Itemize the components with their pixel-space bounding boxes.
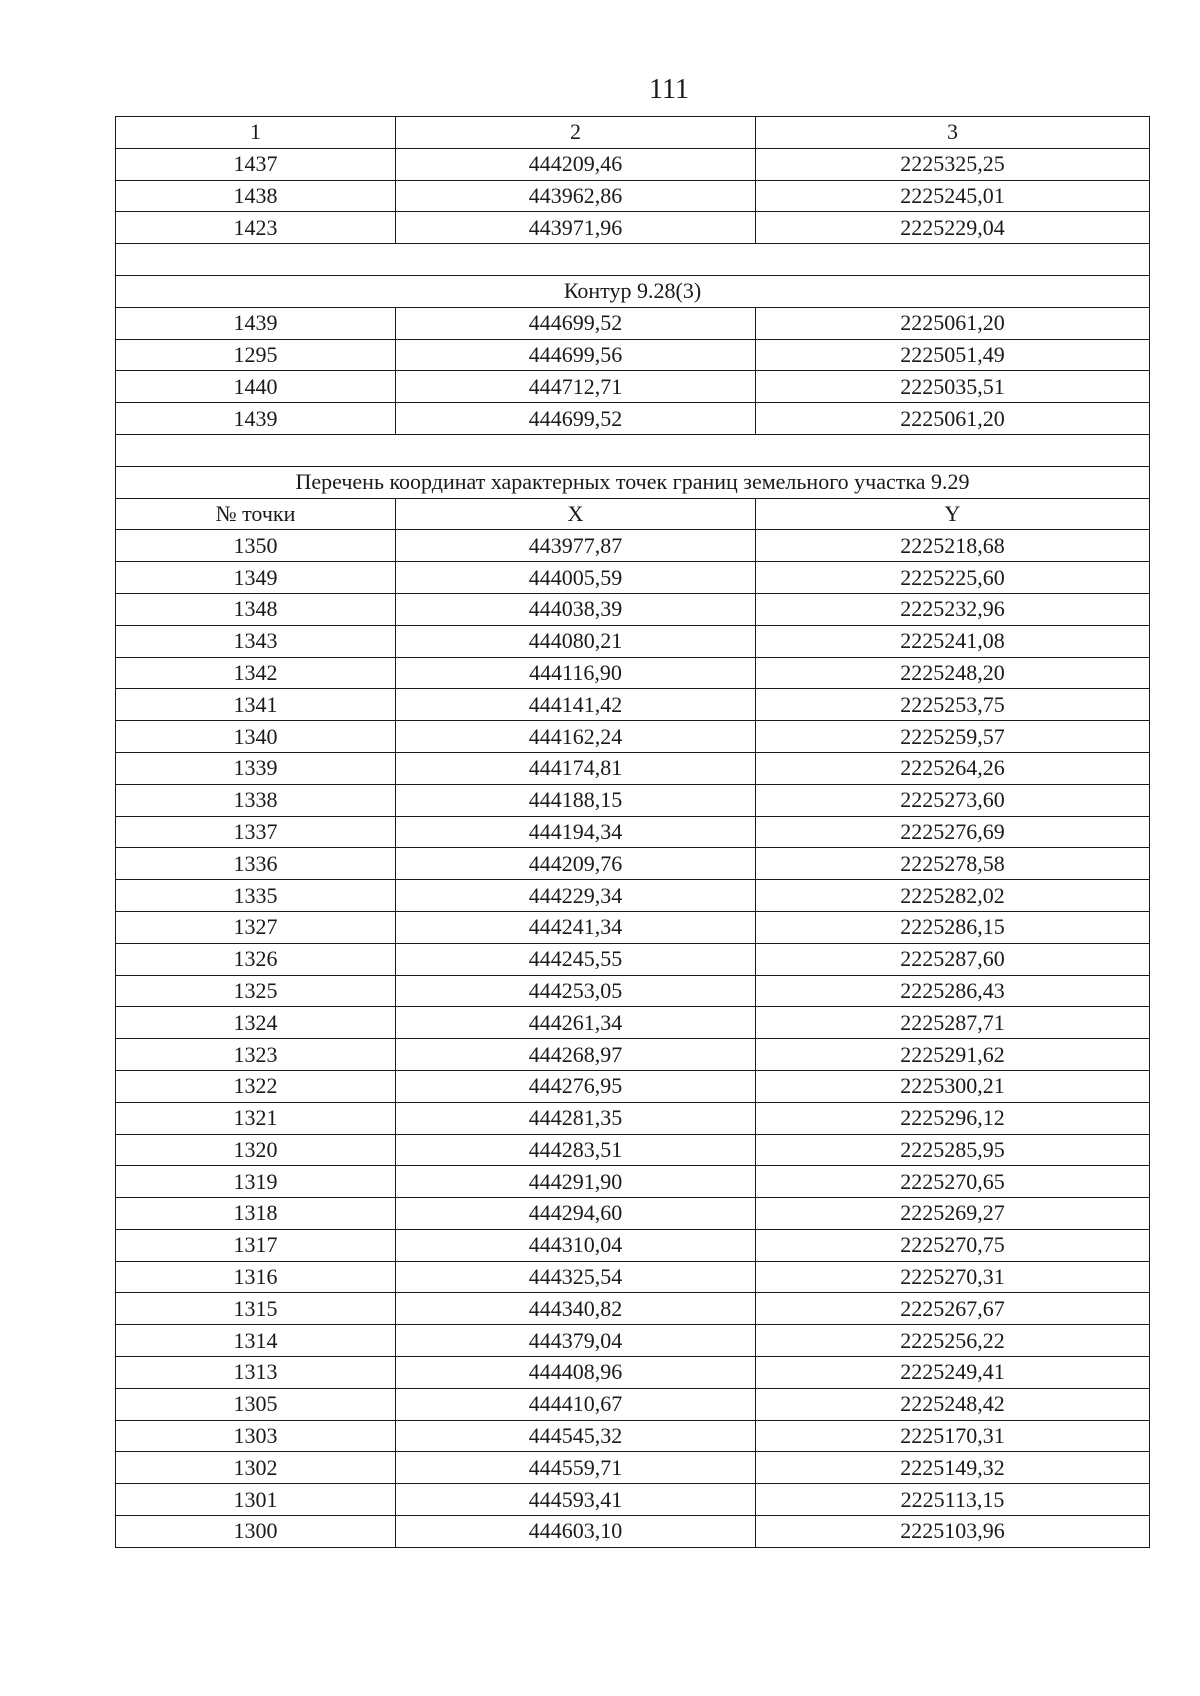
y-coordinate-cell: 2225269,27: [756, 1198, 1150, 1230]
point-number-cell: 1349: [116, 562, 396, 594]
coordinate-row: [116, 1039, 1150, 1071]
coordinate-row: [116, 339, 1150, 371]
column-number-cell: 2: [396, 117, 756, 149]
point-number-cell: 1313: [116, 1357, 396, 1389]
coordinate-row: [116, 1166, 1150, 1198]
x-header: X: [396, 498, 756, 530]
coordinate-row: [116, 657, 1150, 689]
x-coordinate-cell: 443977,87: [396, 530, 756, 562]
y-coordinate-cell: 2225267,67: [756, 1293, 1150, 1325]
coordinate-row: [116, 562, 1150, 594]
point-number-cell: 1300: [116, 1516, 396, 1548]
coordinate-row: [116, 371, 1150, 403]
y-coordinate-cell: 2225276,69: [756, 816, 1150, 848]
coordinate-row: [116, 530, 1150, 562]
point-number-cell: 1323: [116, 1039, 396, 1071]
point-number-cell: 1305: [116, 1388, 396, 1420]
coordinate-row: [116, 1070, 1150, 1102]
coordinate-row: [116, 1007, 1150, 1039]
y-coordinate-cell: 2225253,75: [756, 689, 1150, 721]
point-number-cell: 1314: [116, 1325, 396, 1357]
point-number-cell: 1335: [116, 880, 396, 912]
y-coordinate-cell: 2225270,65: [756, 1166, 1150, 1198]
page-number: 111: [649, 74, 689, 105]
x-coordinate-cell: 443971,96: [396, 212, 756, 244]
coordinate-row: [116, 1516, 1150, 1548]
x-coordinate-cell: 444241,34: [396, 911, 756, 943]
y-coordinate-cell: 2225061,20: [756, 403, 1150, 435]
coordinate-row: [116, 721, 1150, 753]
y-coordinate-cell: 2225170,31: [756, 1420, 1150, 1452]
y-coordinate-cell: 2225113,15: [756, 1484, 1150, 1516]
x-coordinate-cell: 444209,76: [396, 848, 756, 880]
point-number-cell: 1348: [116, 593, 396, 625]
y-coordinate-cell: 2225286,43: [756, 975, 1150, 1007]
y-coordinate-cell: 2225256,22: [756, 1325, 1150, 1357]
point-number-cell: 1343: [116, 625, 396, 657]
coordinate-row: [116, 1420, 1150, 1452]
coordinate-row: [116, 689, 1150, 721]
x-coordinate-cell: 444194,34: [396, 816, 756, 848]
x-coordinate-cell: 444408,96: [396, 1357, 756, 1389]
coordinate-row: [116, 180, 1150, 212]
x-coordinate-cell: 444038,39: [396, 593, 756, 625]
point-number-cell: 1302: [116, 1452, 396, 1484]
x-coordinate-cell: 444340,82: [396, 1293, 756, 1325]
point-number-cell: 1350: [116, 530, 396, 562]
coordinate-row: [116, 911, 1150, 943]
y-coordinate-cell: 2225264,26: [756, 752, 1150, 784]
point-number-cell: 1324: [116, 1007, 396, 1039]
coordinate-row: [116, 148, 1150, 180]
plot-title-row: [116, 466, 1150, 498]
point-number-cell: 1342: [116, 657, 396, 689]
y-coordinate-cell: 2225149,32: [756, 1452, 1150, 1484]
y-coordinate-cell: 2225286,15: [756, 911, 1150, 943]
x-coordinate-cell: 444261,34: [396, 1007, 756, 1039]
y-coordinate-cell: 2225282,02: [756, 880, 1150, 912]
y-coordinate-cell: 2225249,41: [756, 1357, 1150, 1389]
point-number-cell: 1319: [116, 1166, 396, 1198]
y-coordinate-cell: 2225103,96: [756, 1516, 1150, 1548]
point-number-cell: 1338: [116, 784, 396, 816]
coordinate-row: [116, 1293, 1150, 1325]
y-coordinate-cell: 2225061,20: [756, 307, 1150, 339]
x-coordinate-cell: 444174,81: [396, 752, 756, 784]
point-number-cell: 1337: [116, 816, 396, 848]
point-number-header: № точки: [116, 498, 396, 530]
x-coordinate-cell: 444253,05: [396, 975, 756, 1007]
y-coordinate-cell: 2225051,49: [756, 339, 1150, 371]
point-number-cell: 1322: [116, 1070, 396, 1102]
coordinate-row: [116, 403, 1150, 435]
x-coordinate-cell: 444229,34: [396, 880, 756, 912]
point-number-cell: 1301: [116, 1484, 396, 1516]
x-coordinate-cell: 444209,46: [396, 148, 756, 180]
x-coordinate-cell: 444593,41: [396, 1484, 756, 1516]
point-number-cell: 1437: [116, 148, 396, 180]
coordinate-row: [116, 212, 1150, 244]
column-header-row: [116, 498, 1150, 530]
x-coordinate-cell: 444294,60: [396, 1198, 756, 1230]
y-coordinate-cell: 2225241,08: [756, 625, 1150, 657]
x-coordinate-cell: 444283,51: [396, 1134, 756, 1166]
y-coordinate-cell: 2225287,60: [756, 943, 1150, 975]
x-coordinate-cell: 444699,52: [396, 307, 756, 339]
x-coordinate-cell: 444162,24: [396, 721, 756, 753]
coordinate-row: [116, 1198, 1150, 1230]
y-coordinate-cell: 2225259,57: [756, 721, 1150, 753]
point-number-cell: 1336: [116, 848, 396, 880]
coordinate-row: [116, 625, 1150, 657]
empty-cell: [116, 244, 1150, 276]
y-coordinate-cell: 2225248,42: [756, 1388, 1150, 1420]
point-number-cell: 1320: [116, 1134, 396, 1166]
y-coordinate-cell: 2225300,21: [756, 1070, 1150, 1102]
point-number-cell: 1340: [116, 721, 396, 753]
coordinate-row: [116, 1484, 1150, 1516]
x-coordinate-cell: 444603,10: [396, 1516, 756, 1548]
coordinate-row: [116, 1452, 1150, 1484]
coordinate-row: [116, 752, 1150, 784]
plot-title: Перечень координат характерных точек границ земельного участка 9.29: [116, 466, 1150, 498]
coordinate-row: [116, 1261, 1150, 1293]
point-number-cell: 1439: [116, 307, 396, 339]
coordinate-row: [116, 1357, 1150, 1389]
y-coordinate-cell: 2225285,95: [756, 1134, 1150, 1166]
coordinates-table: [115, 116, 1150, 1548]
y-coordinate-cell: 2225278,58: [756, 848, 1150, 880]
column-number-cell: 3: [756, 117, 1150, 149]
coordinate-row: [116, 880, 1150, 912]
y-coordinate-cell: 2225273,60: [756, 784, 1150, 816]
x-coordinate-cell: 444410,67: [396, 1388, 756, 1420]
coordinate-row: [116, 1388, 1150, 1420]
point-number-cell: 1315: [116, 1293, 396, 1325]
coordinate-row: [116, 1102, 1150, 1134]
x-coordinate-cell: 443962,86: [396, 180, 756, 212]
x-coordinate-cell: 444325,54: [396, 1261, 756, 1293]
coordinate-row: [116, 593, 1150, 625]
point-number-cell: 1326: [116, 943, 396, 975]
column-number-row: [116, 117, 1150, 149]
point-number-cell: 1439: [116, 403, 396, 435]
x-coordinate-cell: 444310,04: [396, 1229, 756, 1261]
y-header: Y: [756, 498, 1150, 530]
coordinate-row: [116, 1325, 1150, 1357]
point-number-cell: 1317: [116, 1229, 396, 1261]
y-coordinate-cell: 2225035,51: [756, 371, 1150, 403]
y-coordinate-cell: 2225287,71: [756, 1007, 1150, 1039]
coordinate-row: [116, 784, 1150, 816]
point-number-cell: 1295: [116, 339, 396, 371]
coordinate-row: [116, 1229, 1150, 1261]
empty-separator-row: [116, 244, 1150, 276]
contour-title: Контур 9.28(3): [116, 275, 1150, 307]
x-coordinate-cell: 444116,90: [396, 657, 756, 689]
x-coordinate-cell: 444281,35: [396, 1102, 756, 1134]
x-coordinate-cell: 444291,90: [396, 1166, 756, 1198]
x-coordinate-cell: 444005,59: [396, 562, 756, 594]
point-number-cell: 1423: [116, 212, 396, 244]
y-coordinate-cell: 2225229,04: [756, 212, 1150, 244]
contour-title-row: [116, 275, 1150, 307]
column-number-cell: 1: [116, 117, 396, 149]
coordinate-row: [116, 1134, 1150, 1166]
point-number-cell: 1440: [116, 371, 396, 403]
y-coordinate-cell: 2225225,60: [756, 562, 1150, 594]
x-coordinate-cell: 444712,71: [396, 371, 756, 403]
y-coordinate-cell: 2225270,75: [756, 1229, 1150, 1261]
x-coordinate-cell: 444080,21: [396, 625, 756, 657]
y-coordinate-cell: 2225232,96: [756, 593, 1150, 625]
y-coordinate-cell: 2225218,68: [756, 530, 1150, 562]
x-coordinate-cell: 444268,97: [396, 1039, 756, 1071]
coordinate-row: [116, 975, 1150, 1007]
x-coordinate-cell: 444276,95: [396, 1070, 756, 1102]
y-coordinate-cell: 2225245,01: [756, 180, 1150, 212]
point-number-cell: 1327: [116, 911, 396, 943]
coordinates-table-body: [116, 117, 1150, 1548]
x-coordinate-cell: 444559,71: [396, 1452, 756, 1484]
point-number-cell: 1321: [116, 1102, 396, 1134]
y-coordinate-cell: 2225248,20: [756, 657, 1150, 689]
x-coordinate-cell: 444188,15: [396, 784, 756, 816]
point-number-cell: 1318: [116, 1198, 396, 1230]
x-coordinate-cell: 444141,42: [396, 689, 756, 721]
x-coordinate-cell: 444545,32: [396, 1420, 756, 1452]
x-coordinate-cell: 444699,56: [396, 339, 756, 371]
coordinate-row: [116, 307, 1150, 339]
point-number-cell: 1316: [116, 1261, 396, 1293]
y-coordinate-cell: 2225325,25: [756, 148, 1150, 180]
x-coordinate-cell: 444245,55: [396, 943, 756, 975]
point-number-cell: 1438: [116, 180, 396, 212]
x-coordinate-cell: 444379,04: [396, 1325, 756, 1357]
coordinate-row: [116, 848, 1150, 880]
coordinate-row: [116, 816, 1150, 848]
empty-separator-row: [116, 434, 1150, 466]
y-coordinate-cell: 2225296,12: [756, 1102, 1150, 1134]
empty-cell: [116, 434, 1150, 466]
point-number-cell: 1341: [116, 689, 396, 721]
coordinate-row: [116, 943, 1150, 975]
y-coordinate-cell: 2225270,31: [756, 1261, 1150, 1293]
point-number-cell: 1325: [116, 975, 396, 1007]
y-coordinate-cell: 2225291,62: [756, 1039, 1150, 1071]
x-coordinate-cell: 444699,52: [396, 403, 756, 435]
point-number-cell: 1303: [116, 1420, 396, 1452]
point-number-cell: 1339: [116, 752, 396, 784]
